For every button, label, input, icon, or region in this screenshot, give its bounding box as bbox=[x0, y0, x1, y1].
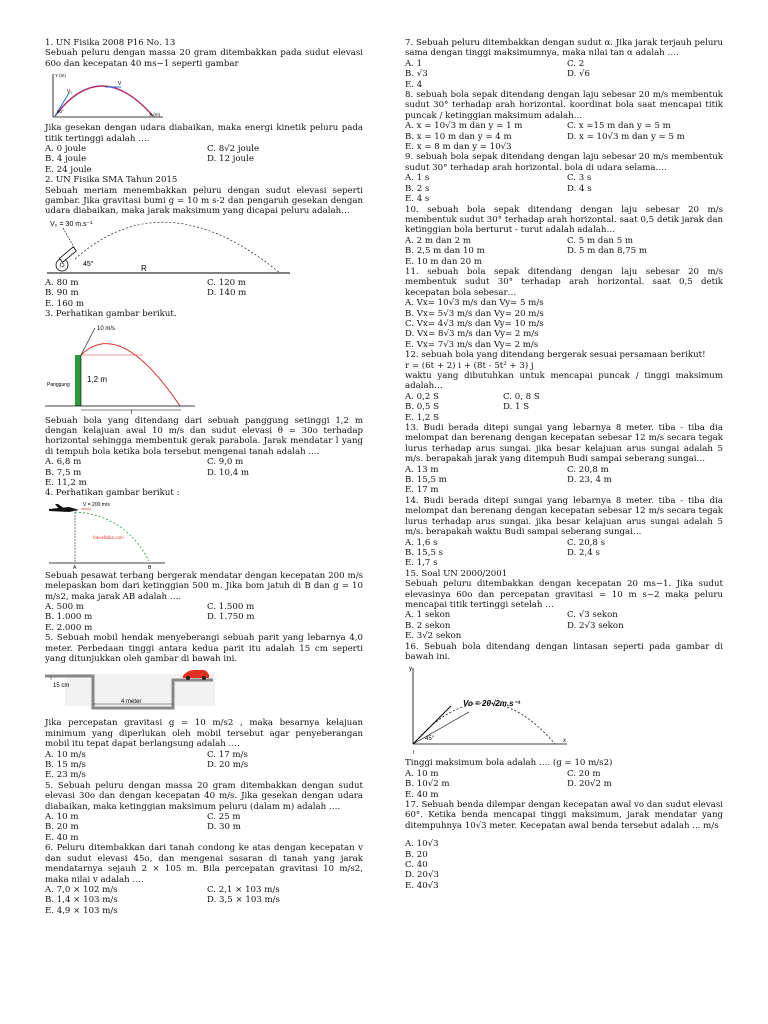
q5-option-a: A. 10 m/s bbox=[45, 749, 86, 760]
q12-option-b: B. 0,5 S bbox=[405, 402, 440, 413]
question-11 bbox=[405, 267, 723, 350]
q7l-option-a: A. 7,0 × 102 m/s bbox=[45, 884, 118, 895]
q6-option-a: A. 10 m bbox=[45, 812, 79, 823]
q1-text: Sebuah peluru dengan massa 20 gram ditembakkan pada sudut elevasi 60o dan kecepatan 40 ms−1 seperti gambar bbox=[45, 48, 363, 69]
q7l-option-e: E. 4,9 × 103 m/s bbox=[45, 905, 118, 916]
question-16 bbox=[405, 642, 723, 800]
question-4 bbox=[45, 488, 363, 633]
question-1 bbox=[45, 38, 363, 175]
q6-option-b: B. 20 m bbox=[45, 822, 79, 833]
q2-options bbox=[45, 278, 363, 299]
q12-equation: r = (6t + 2) i + (8t - 5t² + 3) j bbox=[405, 360, 534, 371]
q9-option-b: B. 2 s bbox=[405, 183, 430, 194]
q7-option-b: B. √3 bbox=[405, 69, 428, 80]
q3-option-e: E. 11,2 m bbox=[45, 477, 87, 488]
q2-option-c: C. 120 m bbox=[207, 277, 247, 288]
q9-option-d: D. 4 s bbox=[567, 183, 592, 194]
q9-text: 9. sebuah bola sepak ditendang dengan laju sebesar 20 m/s membentuk sudut 30° terhadap arah horizontal. bola di udara selama…. bbox=[405, 152, 723, 173]
q1-option-e: E. 24 joule bbox=[45, 164, 92, 175]
q1-text2: Jika gesekan dengan udara diabaikan, maka energi kinetik peluru pada titik tertinggi adalah …. bbox=[45, 123, 363, 144]
q2-option-b: B. 90 m bbox=[45, 288, 79, 299]
airplane-bomb-diagram bbox=[45, 501, 175, 569]
q1-option-c: C. 8√2 joule bbox=[207, 144, 260, 155]
question-8 bbox=[405, 90, 723, 152]
q5-h-label: 15 cm bbox=[53, 683, 70, 690]
q7-option-c: C. 2 bbox=[567, 58, 585, 69]
q1-options bbox=[45, 144, 363, 165]
question-5 bbox=[45, 633, 363, 781]
q7-text: 7. Sebuah peluru ditembakkan dengan sudut α. Jika jarak terjauh peluru sama dengan tinggi maksimumnya, maka nilai tan α adalah …. bbox=[405, 38, 723, 59]
q4-option-e: E. 2.000 m bbox=[45, 622, 93, 633]
q17-option-d: D. 20√3 bbox=[405, 870, 439, 881]
q13-option-a: A. 13 m bbox=[405, 464, 439, 475]
q5-option-e: E. 23 m/s bbox=[45, 770, 86, 781]
question-6 bbox=[45, 781, 363, 843]
question-7 bbox=[405, 38, 723, 90]
q17-option-a: A. 10√3 bbox=[405, 839, 439, 850]
q13-options bbox=[405, 465, 723, 486]
q12-option-a: A. 0,2 S bbox=[405, 391, 439, 402]
q7-options bbox=[405, 59, 723, 80]
q8-text: 8. sebuah bola sepak ditendang dengan laju sebesar 20 m/s membentuk sudut 30° terhadap arah horizontal. koordinat bola saat mencapai titik puncak / ketinggian maksimum adalah… bbox=[405, 90, 723, 121]
q6-option-c: C. 25 m bbox=[207, 812, 241, 823]
q7-option-d: D. √6 bbox=[567, 69, 590, 80]
q10-option-c: C. 5 m dan 5 m bbox=[567, 235, 634, 246]
q1-y-label: Y (m) bbox=[55, 73, 66, 79]
q2-angle-label: 45° bbox=[83, 260, 94, 268]
q16-options bbox=[405, 769, 723, 790]
q4-text: Sebuah pesawat terbang bergerak mendatar dengan kecepatan 200 m/s melepaskan bom dari ketinggian 500 m. Jika bom jatuh di B dan g = 10 m/s2, maka jarak AB adalah …. bbox=[45, 570, 363, 602]
q11-text: 11. sebuah bola sepak ditendang dengan laju sebesar 20 m/s membentuk sudut 30° terhadap arah horizontal. saat 0,5 detik kecepatan bola sebesar… bbox=[405, 266, 723, 298]
q13-text: 13. Budi berada ditepi sungai yang lebarnya 8 meter. tiba - tiba dia melompat dan berenang dengan kecepatan sebesar 12 m/s secara tegak lurus terhadap arus sungai. jika besar kelajuan arus sungai adalah 5 m/s. berapakah jarak yang ditempuh Budi sampai seberang sungai… bbox=[405, 423, 723, 465]
q5-text2: Jika percepatan gravitasi g = 10 m/s2 , maka besarnya kelajuan minimum yang diperlukan oleh mobil tersebut agar penyeberangan mobil itu tepat dapat berlangsung adalah …. bbox=[45, 718, 363, 750]
question-13 bbox=[405, 423, 723, 496]
right-column bbox=[405, 38, 723, 891]
q1-vo-label: Vₒ bbox=[67, 89, 73, 96]
q8-options bbox=[405, 121, 723, 142]
q1-option-b: B. 4 joule bbox=[45, 154, 87, 165]
q12-text2: waktu yang dibutuhkan untuk mencapai puncak / tinggi maksimum adalah… bbox=[405, 371, 723, 392]
question-3 bbox=[45, 309, 363, 488]
q7-option-e: E. 4 bbox=[405, 79, 423, 90]
q10-option-d: D. 5 m dan 8,75 m bbox=[567, 246, 648, 257]
q8-option-c: C. x =15 m dan y = 5 m bbox=[567, 121, 671, 132]
q14-text: 14. Budi berada ditepi sungai yang lebarnya 8 meter. tiba - tiba dia melompat dan berenang dengan kecepatan sebesar 12 m/s secara tegak lurus terhadap arus sungai. jika besar kelajuan arus sungai adalah 5 m/s. berapakah waktu Budi sampai seberang sungai… bbox=[405, 495, 723, 538]
q11-option-d: D. Vx= 8√3 m/s dan Vy= 2 m/s bbox=[405, 329, 539, 340]
q4-b-label: B bbox=[148, 564, 152, 569]
q4-figure bbox=[45, 501, 363, 569]
q14-option-c: C. 20,8 s bbox=[567, 537, 606, 548]
car-ditch-diagram bbox=[45, 666, 215, 716]
q14-options bbox=[405, 538, 723, 559]
question-17 bbox=[405, 800, 723, 891]
q2-option-e: E. 160 m bbox=[45, 298, 85, 309]
question-7-left bbox=[45, 843, 363, 916]
q4-option-c: C. 1.500 m bbox=[207, 601, 255, 612]
q3-figure bbox=[45, 322, 363, 414]
q7l-option-b: B. 1,4 × 103 m/s bbox=[45, 895, 118, 906]
q10-option-a: A. 2 m dan 2 m bbox=[405, 235, 471, 246]
q3-l-label: l bbox=[131, 409, 133, 414]
q1-option-d: D. 12 joule bbox=[207, 154, 254, 165]
q9-option-a: A. 1 s bbox=[405, 173, 430, 184]
q17-option-b: B. 20 bbox=[405, 849, 428, 860]
question-10 bbox=[405, 205, 723, 267]
q15-option-a: A. 1 sekon bbox=[405, 610, 451, 621]
q9-option-e: E. 4 s bbox=[405, 194, 430, 205]
q1-option-a: A. 0 joule bbox=[45, 144, 87, 155]
q6-option-e: E. 40 m bbox=[45, 832, 79, 843]
q3-v-label: 10 m/s bbox=[97, 325, 116, 332]
q12-options bbox=[405, 392, 723, 413]
q1-figure bbox=[45, 71, 363, 121]
q12-option-d: D. 1 S bbox=[503, 402, 530, 413]
ball-trajectory-diagram bbox=[405, 664, 575, 756]
q17-option-e: E. 40√3 bbox=[405, 880, 439, 891]
q16-option-b: B. 10√2 m bbox=[405, 779, 450, 790]
q15-option-c: C. √3 sekon bbox=[567, 610, 618, 621]
q7l-text: 6. Peluru ditembakkan dari tanah condong ke atas dengan kecepatan v dan sudut elevasi 45o, dan mengenai sasaran di tanah yang jarak mendatarnya sejauh 2 × 105 m. Bila percepatan gravitasi 10 m/s2, maka nilai v adalah …. bbox=[45, 843, 363, 885]
q11-option-b: B. Vx= 5√3 m/s dan Vy= 20 m/s bbox=[405, 308, 544, 319]
q1-angle-label: 60° bbox=[57, 109, 64, 115]
q5-option-d: D. 20 m/s bbox=[207, 760, 249, 771]
q12-option-c: C. 0, 8 S bbox=[503, 391, 540, 402]
q3-stage-label: Panggung bbox=[47, 381, 70, 388]
question-14 bbox=[405, 496, 723, 569]
q8-option-e: E. x = 8 m dan y = 10√3 bbox=[405, 142, 512, 153]
q10-options bbox=[405, 236, 723, 257]
q3-option-a: A. 6,8 m bbox=[45, 457, 82, 468]
q4-v-label: V = 200 m/s bbox=[83, 501, 110, 508]
projectile-diagram bbox=[45, 71, 165, 121]
q7l-option-c: C. 2,1 × 103 m/s bbox=[207, 884, 280, 895]
q5-option-b: B. 15 m/s bbox=[45, 760, 86, 771]
q9-option-c: C. 3 s bbox=[567, 173, 592, 184]
cannon-diagram bbox=[45, 219, 295, 276]
q1-x-label: X (m) bbox=[149, 112, 160, 118]
q16-x-label: x bbox=[563, 738, 566, 745]
q10-option-e: E. 10 m dan 20 m bbox=[405, 256, 482, 267]
q4-option-b: B. 1.000 m bbox=[45, 612, 93, 623]
q2-figure bbox=[45, 219, 363, 276]
q2-option-d: D. 140 m bbox=[207, 288, 247, 299]
q14-option-d: D. 2,4 s bbox=[567, 547, 600, 558]
q14-option-e: E. 1,7 s bbox=[405, 558, 438, 569]
q7l-options bbox=[45, 885, 363, 906]
q2-option-a: A. 80 m bbox=[45, 277, 79, 288]
q8-option-b: B. x = 10 m dan y = 4 m bbox=[405, 131, 512, 142]
q10-text: 10. sebuah bola sepak ditendang dengan laju sebesar 20 m/s membentuk sudut 30° terhadap arah horizontal. saat 0,5 detik jarak dan ketinggian bola berturut - turut adalah adalah… bbox=[405, 204, 723, 236]
q2-title: 2. UN Fisika SMA Tahun 2015 bbox=[45, 175, 178, 186]
q4-options bbox=[45, 602, 363, 623]
q16-y-label: y bbox=[409, 666, 412, 673]
q16-angle-label: 45° bbox=[425, 736, 435, 743]
q5-option-c: C. 17 m/s bbox=[207, 749, 248, 760]
q3-option-d: D. 10,4 m bbox=[207, 467, 250, 478]
q3-h-label: 1,2 m bbox=[87, 374, 108, 384]
q16-figure bbox=[405, 664, 723, 756]
q16-text: 16. Sebuah bola ditendang dengan lintasan seperti pada gambar di bawah ini. bbox=[405, 641, 723, 662]
q3-options bbox=[45, 457, 363, 478]
q15-text: Sebuah peluru ditembakkan dengan kecepatan 20 ms−1. Jika sudut elevasinya 60o dan percepatan gravitasi = 10 m s−2 maka peluru mencapai titik tertinggi setelah … bbox=[405, 579, 723, 610]
q16-t-label: t bbox=[413, 750, 415, 757]
q4-option-d: D. 1.750 m bbox=[207, 612, 255, 623]
q11-option-a: A. Vx= 10√3 m/s dan Vy= 5 m/s bbox=[405, 298, 544, 309]
q8-option-a: A. x = 10√3 m dan y = 1 m bbox=[405, 121, 523, 132]
q13-option-b: B. 15,5 m bbox=[405, 475, 447, 486]
q15-option-b: B. 2 sekon bbox=[405, 620, 451, 631]
q4-title: 4. Perhatikan gambar berikut : bbox=[45, 488, 180, 499]
q2-r-label: R bbox=[141, 263, 147, 273]
q14-option-a: A. 1,6 s bbox=[405, 537, 438, 548]
q11-option-e: E. Vx= 7√3 m/s dan Vy= 2 m/s bbox=[405, 339, 539, 350]
question-9 bbox=[405, 152, 723, 204]
q12-text: 12. sebuah bola yang ditendang bergerak sesuai persamaan berikut! bbox=[405, 350, 706, 361]
q11-option-c: C. Vx= 4√3 m/s dan Vy= 10 m/s bbox=[405, 318, 544, 329]
q16-option-a: A. 10 m bbox=[405, 768, 439, 779]
stage-kick-diagram bbox=[45, 322, 205, 414]
q10-option-b: B. 2,5 m dan 10 m bbox=[405, 246, 485, 257]
q7l-option-d: D. 3,5 × 103 m/s bbox=[207, 895, 280, 906]
q5-figure bbox=[45, 666, 363, 716]
q6-options bbox=[45, 812, 363, 833]
q16-option-d: D. 20√2 m bbox=[567, 779, 612, 790]
q9-options bbox=[405, 173, 723, 194]
q15-options bbox=[405, 610, 723, 631]
q3-text: Sebuah bola yang ditendang dari sebuah panggung setinggi 1,2 m dengan kelajuan awal 10 m/s dan sudut elevasi θ = 30o terhadap horizontal sehingga membentuk gerak parabola. Jarak mendatar l yang di tempuh bola ketika bola tersebut mengenai tanah adalah .... bbox=[45, 415, 363, 457]
q16-option-c: C. 20 m bbox=[567, 768, 601, 779]
q4-a-label: A bbox=[73, 564, 77, 569]
q3-option-c: C. 9,0 m bbox=[207, 457, 244, 468]
q17-option-c: C. 40 bbox=[405, 860, 428, 871]
q1-v-label: V bbox=[118, 81, 122, 88]
q1-title: 1. UN Fisika 2008 P16 No. 13 bbox=[45, 38, 176, 48]
q5-text: 5. Sebuah mobil hendak menyeberangi sebuah parit yang lebarnya 4,0 meter. Perbedaan tinggi antara kedua parit itu adalah 15 cm seperti yang ditunjukkan oleh gambar di bawah ini. bbox=[45, 633, 363, 664]
q2-text: Sebuah meriam menembakkan peluru dengan sudut elevasi seperti gambar. Jika gravitasi bumi g = 10 m s-2 dan pengaruh gesekan dengan udara diabaikan, maka jarak maksimum yang dicapai peluru adalah… bbox=[45, 185, 363, 217]
question-2 bbox=[45, 175, 363, 309]
question-12 bbox=[405, 350, 723, 423]
q15-title: 15. Soal UN 2000/2001 bbox=[405, 568, 508, 579]
q2-v-label: V₀ = 30 m.s⁻¹ bbox=[50, 220, 93, 228]
q3-option-b: B. 7,5 m bbox=[45, 467, 82, 478]
q16-option-e: E. 40 m bbox=[405, 789, 439, 800]
q5-options bbox=[45, 750, 363, 771]
q3-title: 3. Perhatikan gambar berikut. bbox=[45, 309, 177, 320]
q13-option-c: C. 20,8 m bbox=[567, 464, 609, 475]
q14-option-b: B. 15,5 s bbox=[405, 547, 444, 558]
q12-option-e: E. 1,2 S bbox=[405, 412, 440, 423]
q16-text2: Tinggi maksimum bola adalah …. (g = 10 m/s2) bbox=[405, 758, 613, 769]
q13-option-e: E. 17 m bbox=[405, 485, 439, 496]
q15-option-d: D. 2√3 sekon bbox=[567, 620, 624, 631]
q6-text: 5. Sebuah peluru dengan massa 20 gram ditembakkan dengan sudut elevasi 30o dan dengan kecepatan 40 m/s. Jika gesekan dengan udara diabaikan, maka ketinggian maksimum peluru (dalam m) adalah …. bbox=[45, 780, 363, 812]
q15-option-e: E. 3√2 sekon bbox=[405, 631, 462, 642]
q17-text: 17. Sebuah benda dilempar dengan kecepatan awal vo dan sudut elevasi 60°. Ketika benda mencapai tinggi maksimum, jarak mendatar yang ditempuhnya 10√3 meter. Kecepatan awal benda tersebut adalah ... m/s bbox=[405, 800, 723, 831]
q6-option-d: D. 30 m bbox=[207, 822, 241, 833]
left-column bbox=[45, 38, 363, 916]
q7-option-a: A. 1 bbox=[405, 58, 423, 69]
q4-option-a: A. 500 m bbox=[45, 601, 84, 612]
q16-v-label: Vo = 20√2m.s⁻¹ bbox=[463, 699, 521, 709]
q5-w-label: 4 meter bbox=[121, 699, 142, 706]
q4-watermark: fokusfisika.com bbox=[93, 534, 124, 540]
q13-option-d: D. 23, 4 m bbox=[567, 475, 612, 486]
question-15 bbox=[405, 569, 723, 642]
q8-option-d: D. x = 10√3 m dan y = 5 m bbox=[567, 131, 685, 142]
